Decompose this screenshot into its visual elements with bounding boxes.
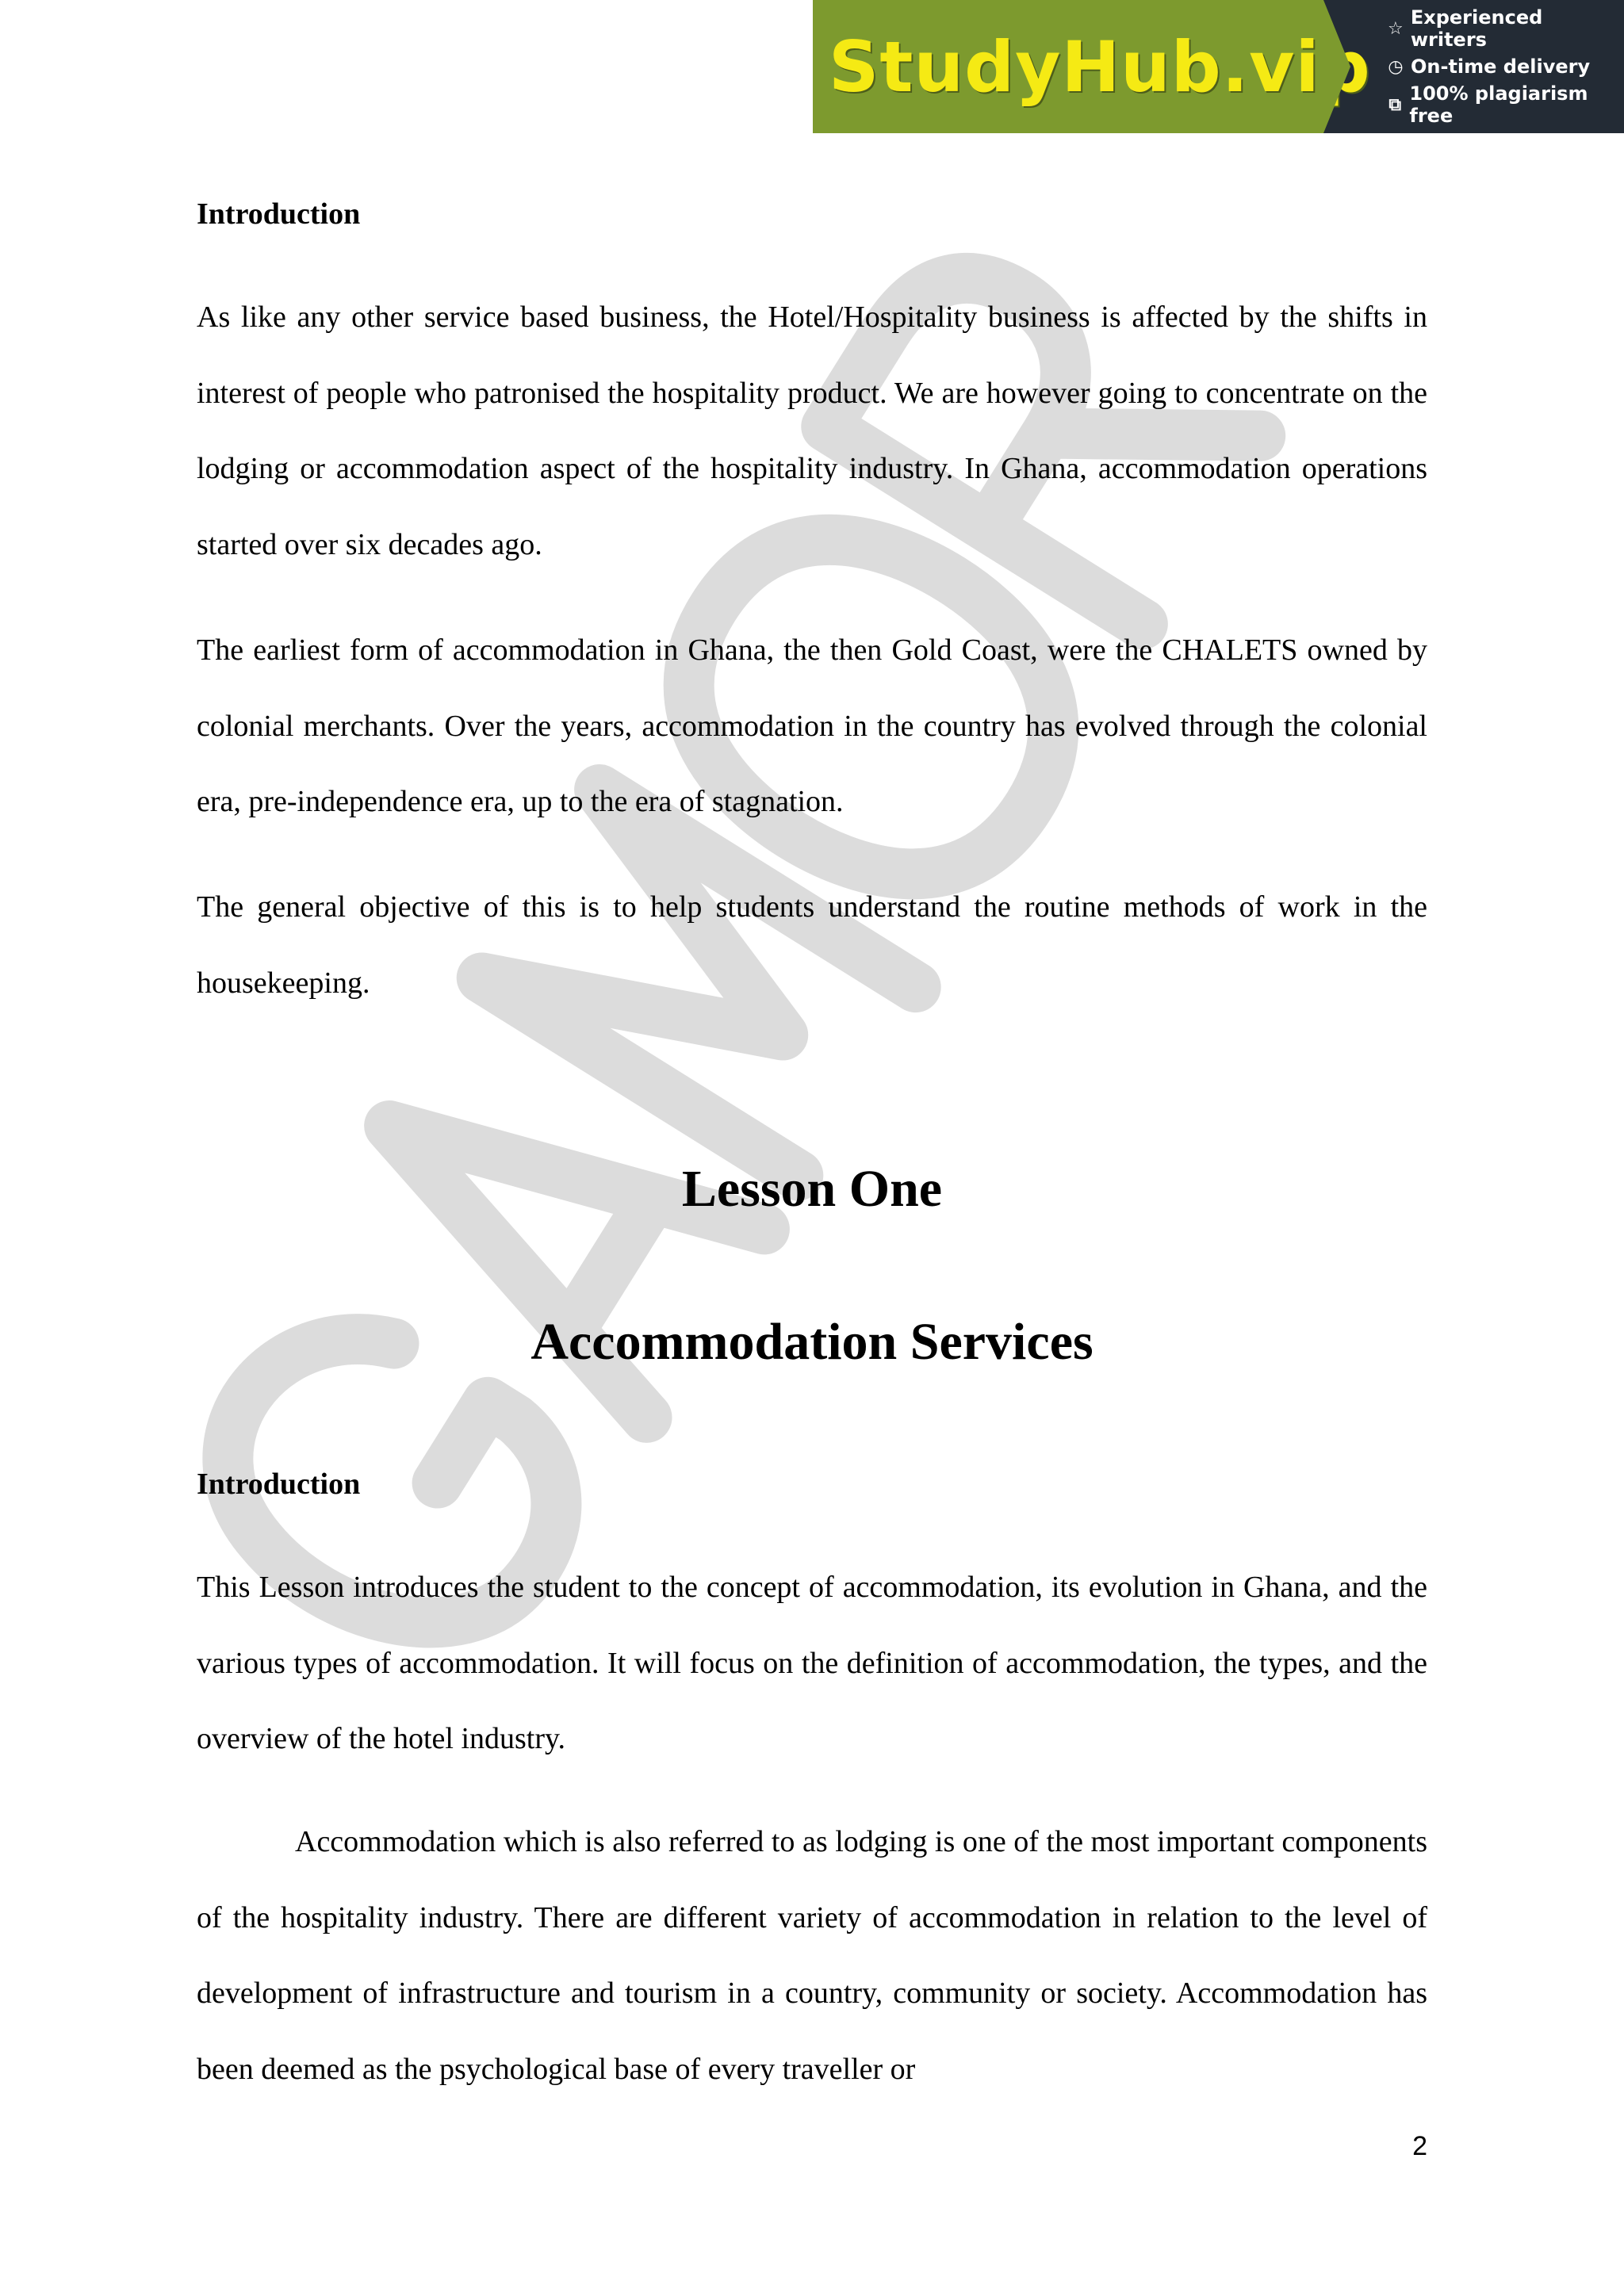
studyhub-banner[interactable]	[813, 0, 1624, 133]
feature-item	[1385, 6, 1624, 51]
lesson-paragraph-1: This Lesson introduces the student to the concept of accommodation, its evolution in Ghana, and the various types of accommodation. It will focus on the definition of accommodation, the types, and the overview of the hotel industry.	[197, 1571, 1427, 1755]
brand-logo: StudyHub.vip	[829, 25, 1371, 108]
page-number: 2	[1412, 2131, 1427, 2161]
lesson-paragraph-2: Accommodation which is also referred to as lodging is one of the most important components of the hospitality industry. There are different variety of accommodation in relation to the level of development of infrastructure and tourism in a country, community or society. Accommodation has been deemed as the psychological base of every traveller or	[197, 1825, 1427, 2086]
lesson-title: Lesson One	[681, 1160, 943, 1218]
clock-icon: ◷	[1388, 56, 1404, 77]
feature-item	[1385, 55, 1624, 78]
feature-item	[1385, 82, 1624, 127]
feature-label: Experienced writers	[1410, 6, 1543, 51]
brand-panel	[813, 0, 1371, 133]
lesson-intro-heading: Introduction	[197, 1468, 361, 1501]
intro-paragraph-3: The general objective of this is to help students understand the routine methods of work in the housekeeping.	[197, 890, 1427, 1000]
feature-label: 100% plagiarism free	[1409, 82, 1588, 127]
intro-heading: Introduction	[197, 197, 361, 231]
copy-icon: ⧉	[1388, 94, 1402, 115]
star-icon: ☆	[1388, 18, 1404, 39]
lesson-subtitle: Accommodation Services	[530, 1313, 1094, 1371]
feature-label: On-time delivery	[1411, 55, 1591, 78]
intro-paragraph-2: The earliest form of accommodation in Ghana, the then Gold Coast, were the CHALETS owned by colonial merchants. Over the years, accommodation in the country has evolved through the colonial era, pre-independence era, up to the era of stagnation.	[197, 633, 1427, 818]
intro-paragraph-1: As like any other service based business, the Hotel/Hospitality business is affected by the shifts in interest of people who patronised the hospitality product. We are however going to concentrate on the lodging or accommodation aspect of the hospitality industry. In Ghana, accommodation operations started over six decades ago.	[197, 300, 1427, 561]
